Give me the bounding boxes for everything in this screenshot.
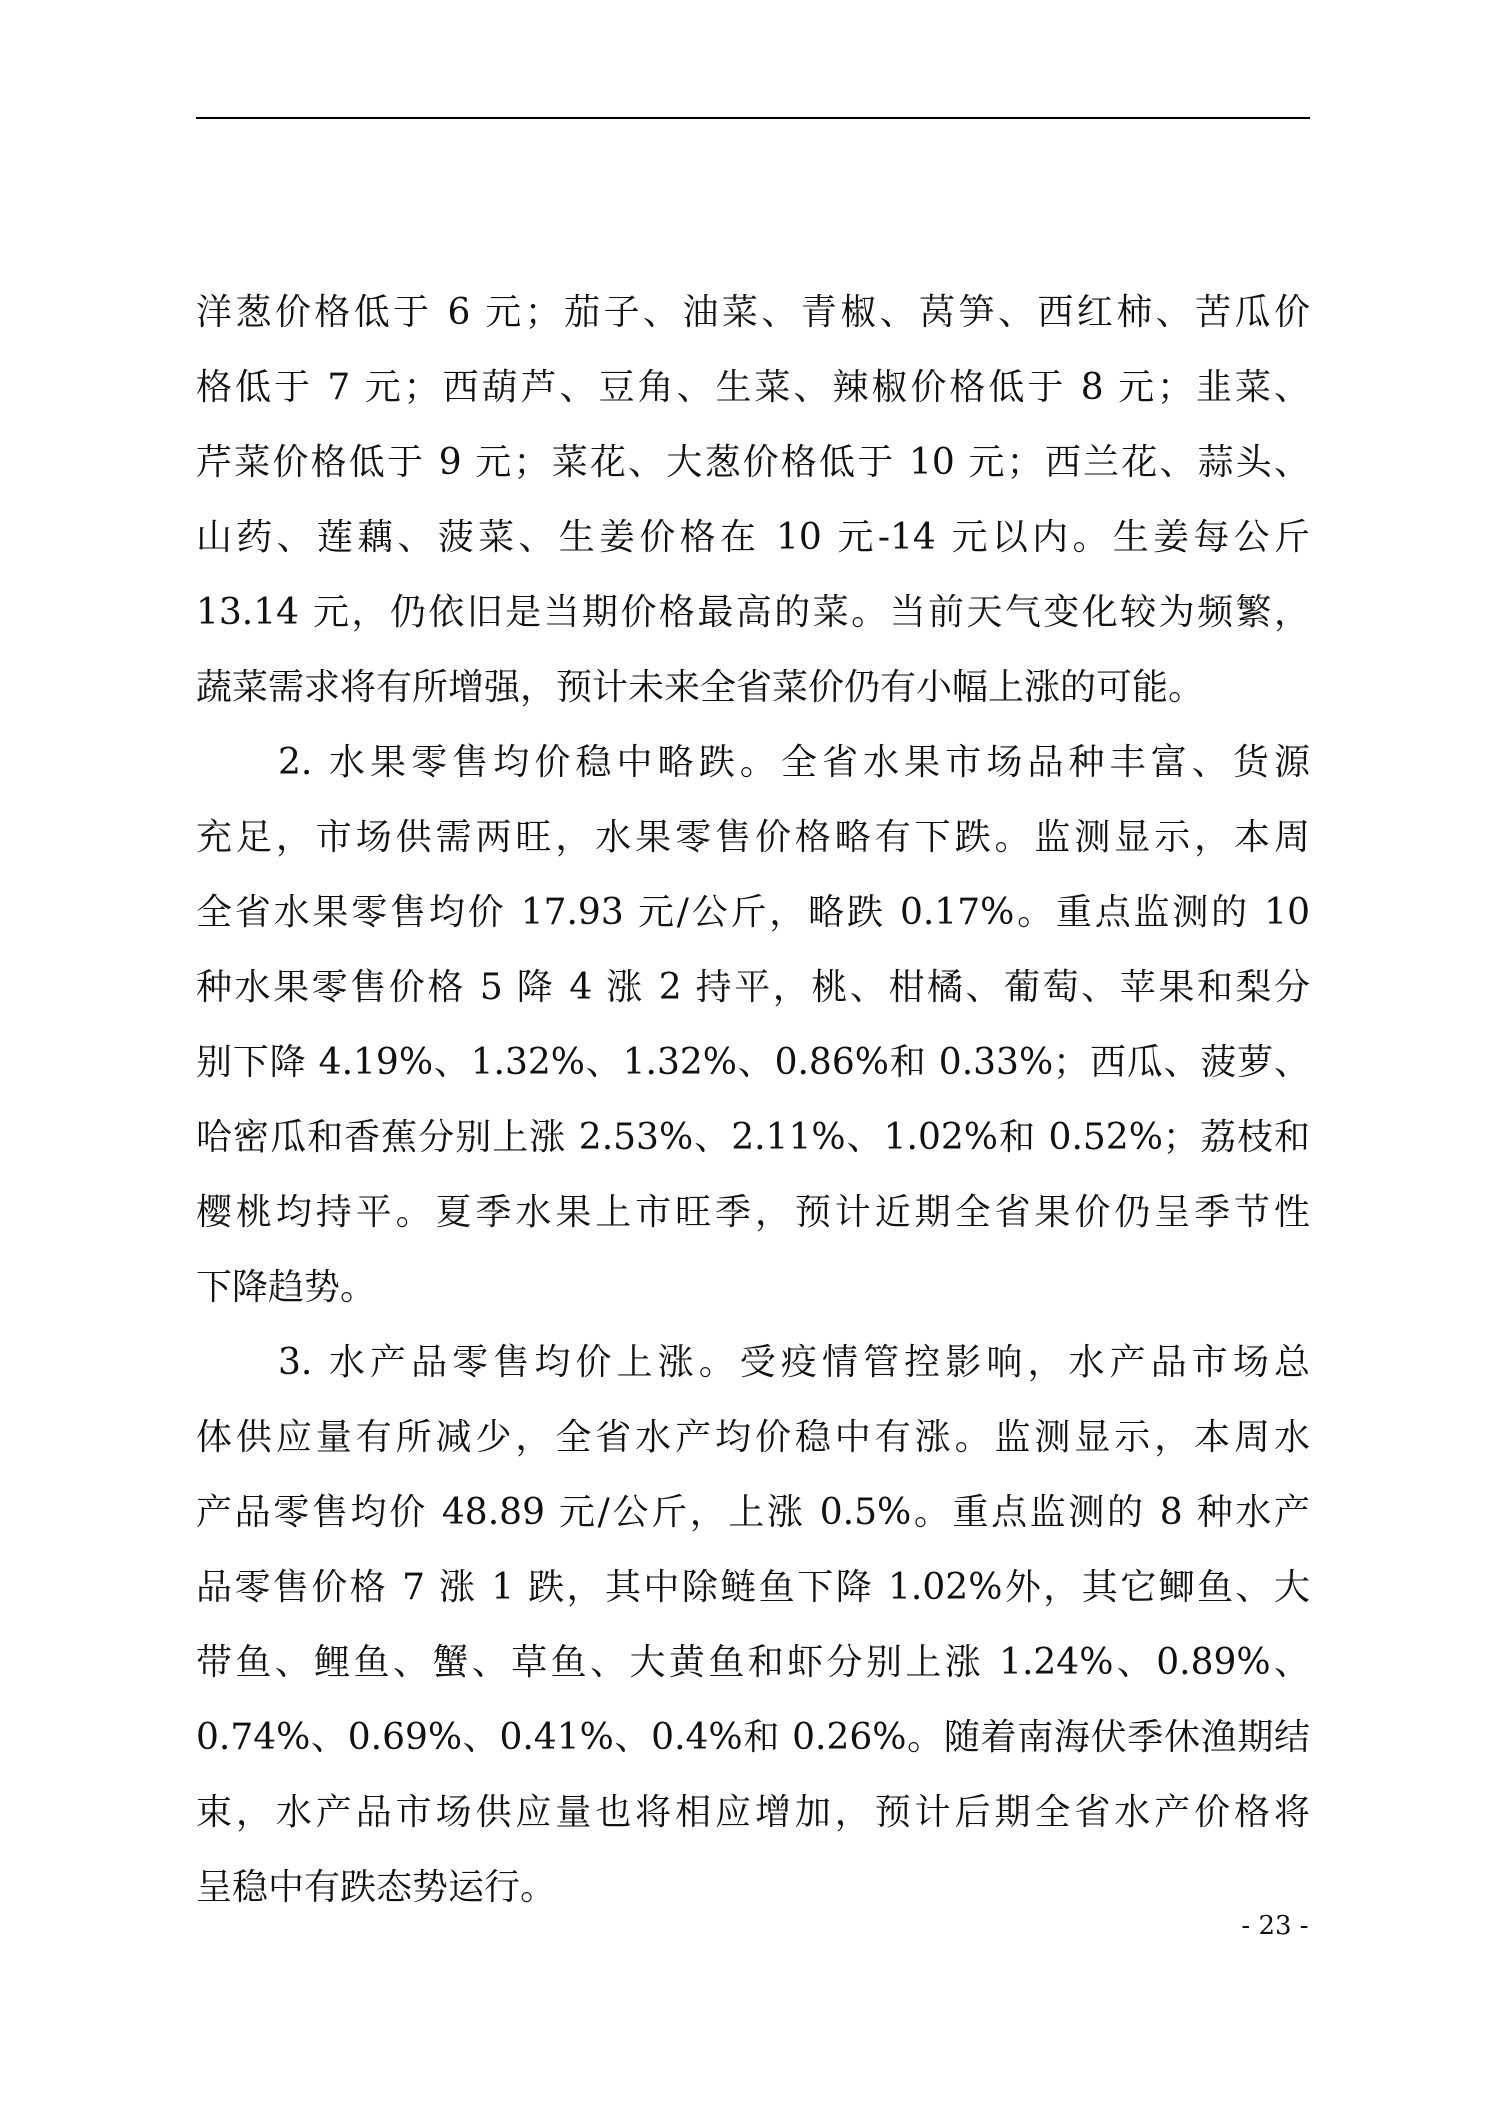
text-line: 山药、莲藕、菠菜、生姜价格在 10 元-14 元以内。生姜每公斤: [196, 517, 1310, 558]
text-line: 全省水果零售均价 17.93 元/公斤，略跌 0.17%。重点监测的 10: [196, 892, 1310, 933]
text-line: 带鱼、鲤鱼、蟹、草鱼、大黄鱼和虾分别上涨 1.24%、0.89%、: [196, 1642, 1310, 1683]
text-line: 芹菜价格低于 9 元；菜花、大葱价格低于 10 元；西兰花、蒜头、: [196, 442, 1310, 483]
text-line: 充足，市场供需两旺，水果零售价格略有下跌。监测显示，本周: [196, 817, 1310, 858]
section-heading-line: 2. 水果零售均价稳中略跌。全省水果市场品种丰富、货源: [278, 742, 1310, 783]
header-rule: [196, 117, 1310, 119]
text-line: 哈密瓜和香蕉分别上涨 2.53%、2.11%、1.02%和 0.52%；荔枝和: [196, 1117, 1310, 1158]
text-line: 品零售价格 7 涨 1 跌，其中除鲢鱼下降 1.02%外，其它鲫鱼、大: [196, 1567, 1310, 1608]
text-line: 别下降 4.19%、1.32%、1.32%、0.86%和 0.33%；西瓜、菠萝、: [196, 1042, 1310, 1083]
body-text: [196, 275, 1310, 1925]
text-line: 13.14 元，仍依旧是当期价格最高的菜。当前天气变化较为频繁，: [196, 592, 1310, 633]
text-line: 格低于 7 元；西葫芦、豆角、生菜、辣椒价格低于 8 元；韭菜、: [196, 367, 1310, 408]
text-line: 蔬菜需求将有所增强，预计未来全省菜价仍有小幅上涨的可能。: [196, 667, 1205, 708]
text-line: 体供应量有所减少，全省水产均价稳中有涨。监测显示，本周水: [196, 1417, 1310, 1458]
text-line: 呈稳中有跌态势运行。: [196, 1867, 557, 1908]
text-line: 0.74%、0.69%、0.41%、0.4%和 0.26%。随着南海伏季休渔期结: [196, 1717, 1310, 1758]
page-number: - 23 -: [1241, 1911, 1309, 1941]
section-heading-line: 3. 水产品零售均价上涨。受疫情管控影响，水产品市场总: [278, 1342, 1310, 1383]
text-line: 种水果零售价格 5 降 4 涨 2 持平，桃、柑橘、葡萄、苹果和梨分: [196, 967, 1310, 1008]
text-line: 洋葱价格低于 6 元；茄子、油菜、青椒、莴笋、西红柿、苦瓜价: [196, 292, 1310, 333]
text-line: 下降趋势。: [196, 1267, 377, 1308]
text-line: 产品零售均价 48.89 元/公斤，上涨 0.5%。重点监测的 8 种水产: [196, 1492, 1310, 1533]
text-line: 樱桃均持平。夏季水果上市旺季，预计近期全省果价仍呈季节性: [196, 1192, 1310, 1233]
text-line: 束，水产品市场供应量也将相应增加，预计后期全省水产价格将: [196, 1792, 1310, 1833]
